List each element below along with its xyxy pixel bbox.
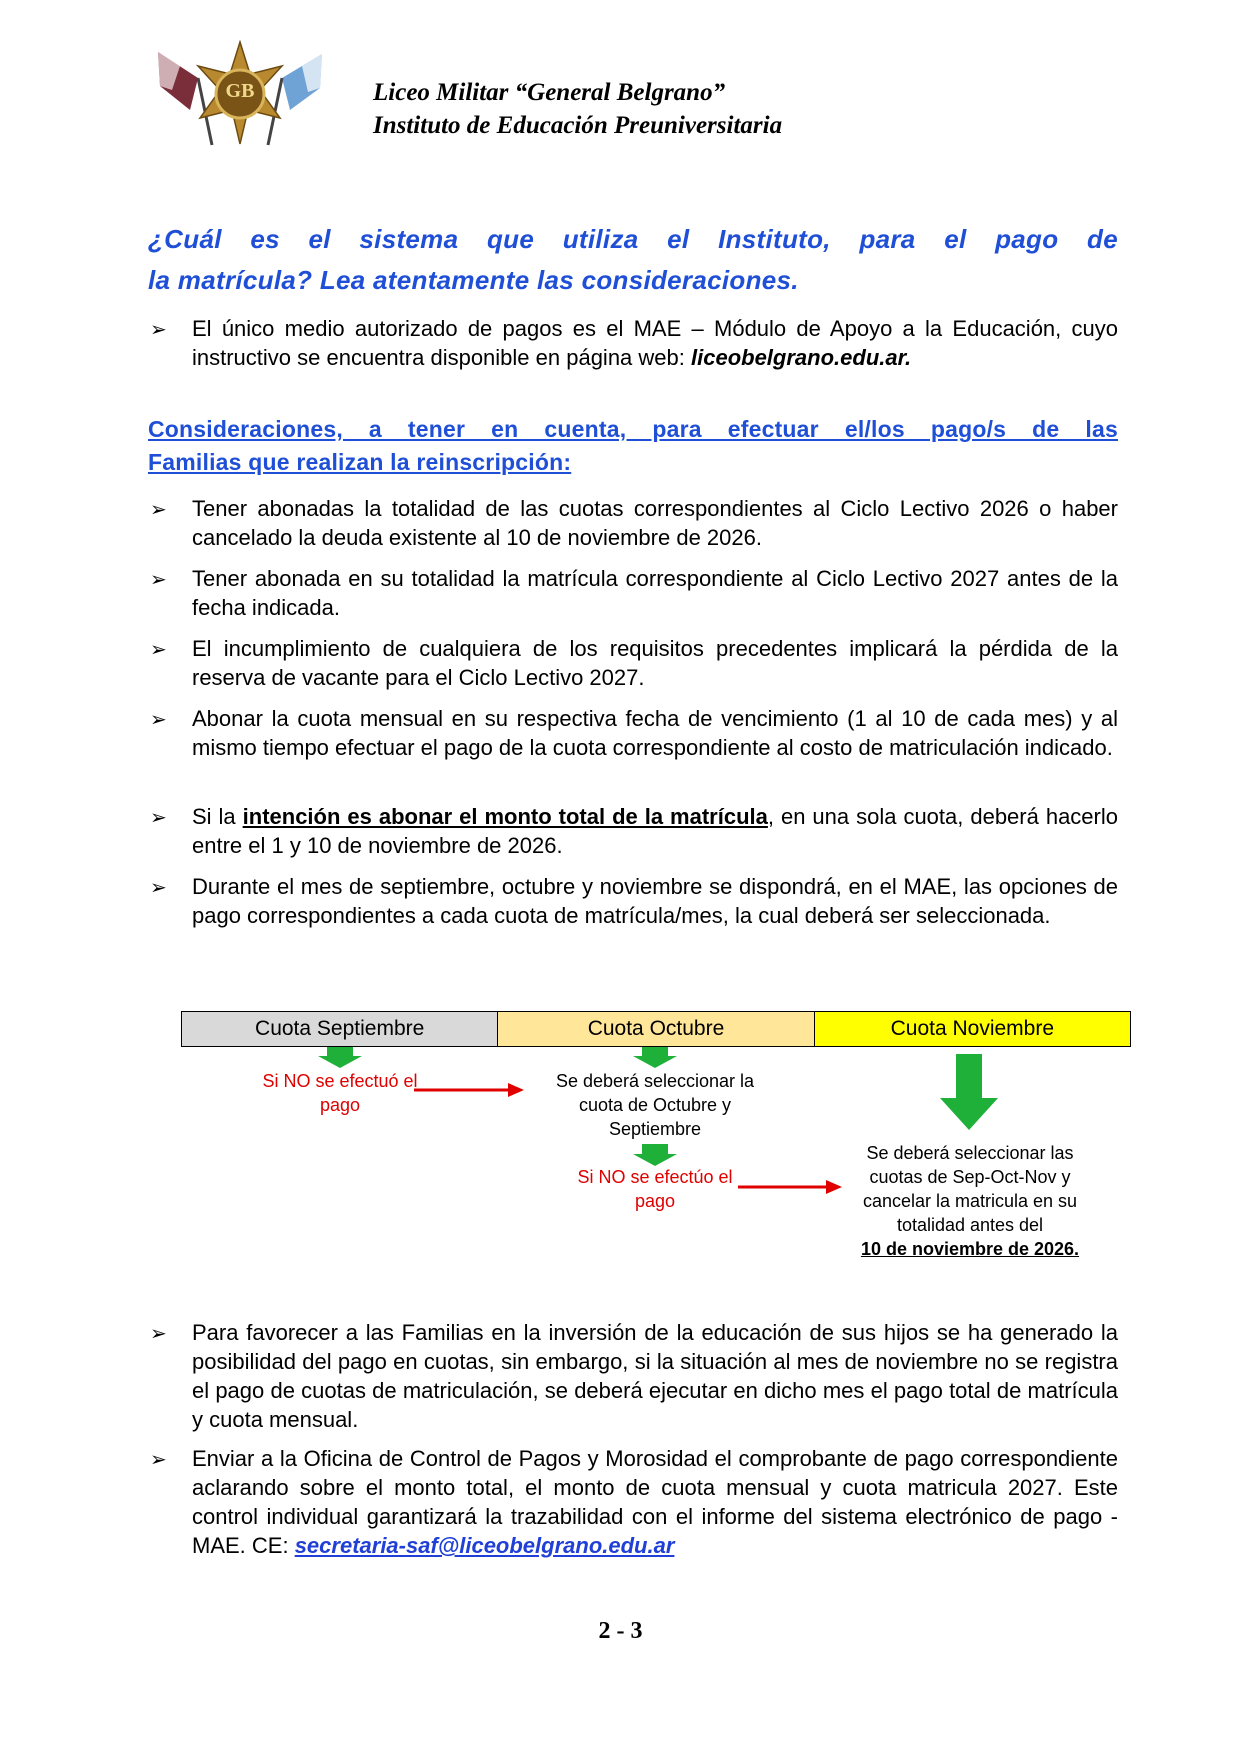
red-right-arrow-icon	[414, 1083, 524, 1097]
header-institution-name: Liceo Militar “General Belgrano”	[373, 79, 726, 106]
website-link[interactable]: liceobelgrano.edu.ar.	[691, 345, 912, 370]
list-item: Abonar la cuota mensual en su respectiva fecha de vencimiento (1 al 10 de cada mes) y al mismo tiempo efectuar el pago de la cuota correspondiente al costo de matriculación indicado.	[192, 706, 1118, 760]
email-link[interactable]: secretaria-saf@liceobelgrano.edu.ar	[294, 1533, 675, 1558]
red-right-arrow-icon	[738, 1180, 842, 1194]
list-item: Tener abonada en su totalidad la matrícula correspondiente al Ciclo Lectivo 2027 antes de la fecha indicada.	[192, 566, 1118, 620]
considerations-heading-line1: Consideraciones, a tener en cuenta, para efectuar el/los pago/s de las	[148, 416, 1118, 442]
cell-cuota-noviembre: Cuota Noviembre	[815, 1012, 1130, 1046]
page-number: 2 - 3	[598, 1618, 643, 1644]
list-item: Durante el mes de septiembre, octubre y noviembre se dispondrá, en el MAE, las opciones de pago correspondientes a cada cuota de matrícula/mes, la cual deberá ser seleccionada.	[192, 874, 1118, 928]
bullet-icon: ➢	[150, 569, 167, 591]
cell-cuota-octubre: Cuota Octubre	[498, 1012, 814, 1046]
list-item: Tener abonadas la totalidad de las cuotas correspondientes al Ciclo Lectivo 2026 o haber cancelado la deuda existente al 10 de noviembre de 2026.	[192, 496, 1118, 550]
institution-logo	[150, 40, 330, 150]
list-item-send-receipt: Enviar a la Oficina de Control de Pagos y Morosidad el comprobante de pago correspondiente aclarando sobre el monto total, el monto de cuota mensual y cuota matricula 2027. Este control individual garantizará la trazabilidad con el informe del sistema electrónico de pago - MAE. CE: secretaria-saf@liceobelgrano.edu.ar	[192, 1446, 1118, 1558]
flow-select-november: Se deberá seleccionar las cuotas de Sep-Oct-Nov y cancelar la matricula en su totalidad antes del	[862, 1143, 1078, 1235]
page-title-line2: la matrícula? Lea atentamente las consideraciones.	[148, 265, 799, 295]
intro-text: El único medio autorizado de pagos es el MAE – Módulo de Apoyo a la Educación, cuyo instructivo se encuentra disponible en página web:	[192, 316, 1118, 370]
bullet-icon: ➢	[150, 639, 167, 661]
large-green-down-arrow-icon	[940, 1054, 998, 1130]
highlight-total-payment: intención es abonar el monto total de la matrícula	[242, 804, 768, 829]
list-item: El incumplimiento de cualquiera de los requisitos precedentes implicará la pérdida de la reserva de vacante para el Ciclo Lectivo 2027.	[192, 636, 1118, 690]
flow-select-october: Se deberá seleccionar la cuota de Octubre y Septiembre	[555, 1071, 755, 1139]
flow-deadline: 10 de noviembre de 2026.	[860, 1239, 1080, 1259]
cell-cuota-septiembre: Cuota Septiembre	[182, 1012, 498, 1046]
bullet-icon: ➢	[150, 499, 167, 521]
green-down-arrow-icon	[633, 1144, 677, 1166]
flow-not-paid-september: Si NO se efectuó el pago	[262, 1071, 418, 1115]
page-title-line1: ¿Cuál es el sistema que utiliza el Instituto, para el pago de	[148, 224, 1118, 254]
intro-paragraph	[192, 314, 1118, 372]
considerations-heading-line2: Familias que realizan la reinscripción:	[148, 449, 572, 475]
logo-monogram: GB	[225, 80, 255, 102]
flow-not-paid-october: Si NO se efectúo el pago	[577, 1167, 733, 1211]
list-item-total-payment: Si la intención es abonar el monto total de la matrícula, en una sola cuota, deberá hacerlo entre el 1 y 10 de noviembre de 2026.	[192, 804, 1118, 858]
bullet-icon: ➢	[150, 807, 167, 829]
bullet-icon: ➢	[150, 877, 167, 899]
bullet-icon: ➢	[150, 319, 167, 341]
bullet-icon: ➢	[150, 1323, 167, 1345]
green-down-arrow-icon	[318, 1047, 362, 1068]
bullet-icon: ➢	[150, 1449, 167, 1471]
list-item: Para favorecer a las Familias en la inversión de la educación de sus hijos se ha generado la posibilidad del pago en cuotas, sin embargo, si la situación al mes de noviembre no se registra el pago de cuotas de matriculación, se deberá ejecutar en dicho mes el pago total de matrícula y cuota mensual.	[192, 1320, 1118, 1432]
header-institution-subtitle: Instituto de Educación Preuniversitaria	[373, 112, 783, 139]
green-down-arrow-icon	[633, 1047, 677, 1068]
bullet-icon: ➢	[150, 709, 167, 731]
